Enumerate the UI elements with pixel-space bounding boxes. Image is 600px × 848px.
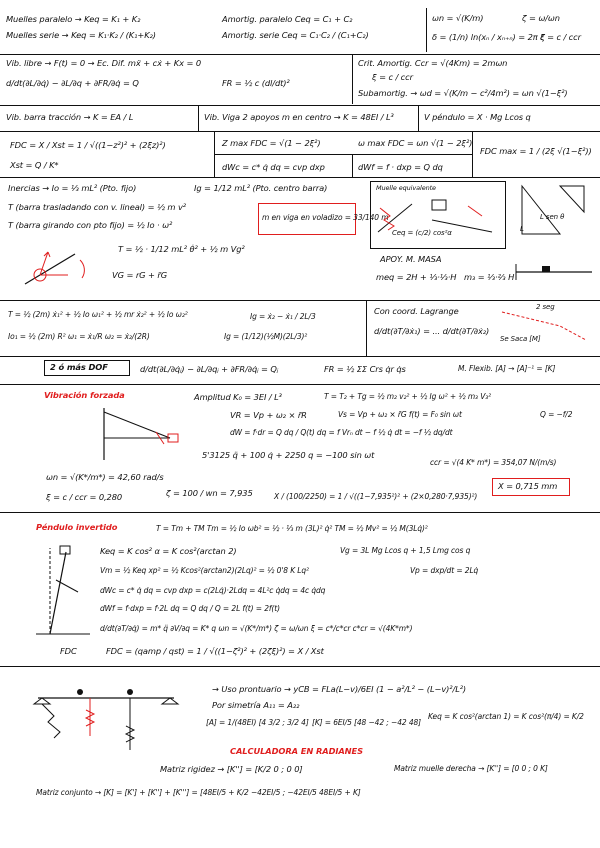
t-translation: T (barra trasladando con v. lineal) = ½ m v² xyxy=(8,202,186,212)
inverted-pendulum-title: Péndulo invertido xyxy=(36,522,118,532)
global-matrix: Matriz conjunto → [K] = [K'] + [K''] + [K'''] = [48EI/5 + K/2 −42EI/5 ; −42EI/5 48EI/5 + K] xyxy=(36,788,361,797)
fdc-pendulum: FDC = (qamp / qst) = 1 / √((1−ζ²)² + (2ζξ)²) = X / Xst xyxy=(106,646,324,656)
fdc-label: FDC xyxy=(60,646,77,656)
t-sum: T = ½ (2m) ẋ₁² + ½ Io ω₁² + ½ mr ẋ₂² + ½ Io ω₂² xyxy=(8,310,188,319)
m3: m₃ = ⅓·⅔ H xyxy=(464,272,515,282)
rayleigh-eq: FR = ½ c (dl/dt)² xyxy=(222,78,290,88)
use-prontuario: → Uso prontuario → yCB = FLa(L−v)/6EI (1 − a²/L² − (L−v)²/L²) xyxy=(212,684,467,694)
divider xyxy=(0,54,600,55)
xi-value: ξ = c / ccr = 0,280 xyxy=(46,492,123,502)
ccr-value: ccr = √(4 K* m*) = 354,07 N/(m/s) xyxy=(430,458,557,467)
keq-beam: Keq = K cos²(arctan 1) = K cos²(π/4) = K/2 xyxy=(428,712,584,721)
apoyo-masa: APOY. M. MASA xyxy=(380,254,442,264)
inertia-center: Ig = 1/12 mL² (Pto. centro barra) xyxy=(194,183,328,193)
t-general: T = ½ · 1/12 mL² θ̇² + ½ m Vg² xyxy=(118,244,245,254)
beam-masses-figure xyxy=(512,252,596,292)
ceq-cos: Ceq = (c/2) cos²α xyxy=(392,229,452,237)
lagrange-eq: d/dt(∂L/∂q̇) − ∂L/∂q + ∂FR/∂q̇ = Q xyxy=(6,78,139,88)
t-rotation: T (barra girando con pto fijo) = ½ Io · ω² xyxy=(8,220,173,230)
eq-motion: 5'3125 q̈ + 100 q̇ + 2250 q = −100 sin ωt xyxy=(202,450,375,460)
v-r: VR = Vp + ω₂ × r̄R xyxy=(230,410,307,420)
w-max: ω max FDC = ωn √(1 − 2ξ²) xyxy=(358,138,473,148)
x-result: X = 0,715 mm xyxy=(498,481,558,491)
divider xyxy=(472,131,473,177)
lagrange-coords-title: Con coord. Lagrange xyxy=(374,306,459,316)
springs-parallel: Muelles paralelo → Keq = K₁ + K₂ xyxy=(6,14,141,24)
zeta-value: ζ = 100 / wn = 7,935 xyxy=(166,488,253,498)
pendulum-potential: V péndulo = X · Mg Lcos q xyxy=(424,112,531,122)
traction-bar: Vib. barra tracción → K = EA / L xyxy=(6,112,134,122)
zeta-def: ζ = ω/ωn xyxy=(522,13,560,23)
dwf-formula: dWf = f · dxp = Q dq xyxy=(358,162,443,172)
delta-def: δ = (1/n) ln(xₙ / xₙ₊ₙ) = 2π ζ xyxy=(432,32,545,42)
q-expr: Q = −f/2 xyxy=(540,410,573,419)
dwc-formula: dWc = c* q̇ dq = cvp dxp xyxy=(222,162,325,172)
slope-figure xyxy=(500,308,590,344)
dwf-pendulum: dWf = f·dxp = f·2L dq = Q dq / Q = 2L f(t) = 2f(t) xyxy=(100,604,280,613)
divider xyxy=(0,512,600,513)
beam-springs-figure xyxy=(30,676,180,766)
forced-vibration-title: Vibración forzada xyxy=(44,390,125,400)
free-vibration: Vib. libre → F(t) = 0 → Ec. Dif. mẍ + cẋ + Kx = 0 xyxy=(6,58,202,68)
divider xyxy=(0,131,600,132)
divider xyxy=(0,177,600,178)
calculator-warning: CALCULADORA EN RADIANES xyxy=(230,746,363,756)
vg-pendulum: Vg = 3L Mg Lcos q + 1,5 Lmg cos q xyxy=(340,546,471,555)
flexibility-matrix: M. Flexib. [A] → [A]⁻¹ = [K] xyxy=(458,364,556,373)
subdamping: Subamortig. → ωd = √(K/m − c²/4m²) = ωn √(1−ξ²) xyxy=(358,88,568,98)
damp-parallel: Amortig. paralelo Ceq = C₁ + C₂ xyxy=(222,14,353,24)
wn-value: ωn = √(K*/m*) = 42,60 rad/s xyxy=(46,472,164,482)
x-expr: X / (100/2250) = 1 / √((1−7,935²)² + (2×0,280·7,935)²) xyxy=(274,492,478,501)
lagrange-coords-eq: d/dt(∂T/∂ẋ₁) = ... d/dt(∂T/∂ẋ₂) xyxy=(374,326,490,336)
rigidity-matrix: Matriz rigidez → [K''] = [K/2 0 ; 0 0] xyxy=(160,764,303,774)
lagrange-n: d/dt(∂L/∂q̇ⱼ) − ∂L/∂qⱼ + ∂FR/∂q̇ⱼ = Qⱼ xyxy=(140,364,279,374)
critical-damping: Crit. Amortig. Ccr = √(4Km) = 2mωn xyxy=(358,58,508,68)
fdc-max: FDC max = 1 / (2ξ √(1−ξ²)) xyxy=(480,146,592,156)
se-saca: Se Saca [M] xyxy=(500,335,541,343)
divider xyxy=(352,54,353,104)
divider xyxy=(418,105,419,131)
fr-n: FR = ½ ΣΣ Crs q̇r q̇s xyxy=(324,364,406,374)
frame-figure xyxy=(100,404,190,464)
dof-title: 2 ó más DOF xyxy=(50,362,108,372)
divider xyxy=(198,105,199,131)
inertia-cylinder: Io₁ = ½ (2m) R² ω₁ = ẋ₁/R ω₂ = ẋ₂/(2R) xyxy=(8,332,150,341)
inverted-pendulum-figure xyxy=(30,540,100,640)
omega-n: ωn = √(K/m) xyxy=(432,13,484,23)
ig-ratio: Ig = ẋ₂ − ẋ₁ / 2L/3 xyxy=(250,312,316,321)
k-matrix: [K] = 6EI/5 [48 −42 ; −42 48] xyxy=(312,718,421,727)
divider xyxy=(352,154,353,177)
v-s: Vs = Vp + ω₂ × r̄G f(t) = F₀ sin ωt xyxy=(338,410,462,419)
divider xyxy=(0,105,600,106)
right-spring-matrix: Matriz muelle derecha → [K''] = [0 0 ; 0 K] xyxy=(394,764,548,773)
inertia-fixed: Inercias → Io = ⅓ mL² (Pto. fijo) xyxy=(8,183,137,193)
triangle-label-l: L xyxy=(520,225,524,233)
equiv-title: Muelle equivalente xyxy=(376,184,436,192)
seg-label: 2 seg xyxy=(536,303,555,311)
divider xyxy=(0,384,600,385)
triangle-figure xyxy=(514,180,594,242)
xst-formula: Xst = Q / K* xyxy=(10,160,59,170)
z-max: Z max FDC = √(1 − 2ξ²) xyxy=(222,138,321,148)
divider xyxy=(214,154,472,155)
amplitude: Amplitud K₀ = 3EI / L³ xyxy=(194,392,282,402)
t-pendulum: T = Tm + TM Tm = ½ Io ωb² = ½ · ⅓ m (3L)² q̇² TM = ½ Mv² = ½ M(3Lq̇)² xyxy=(156,524,428,533)
dwc-pendulum: dWc = c* q̇ dq = cvp dxp = c(2Lq̇)·2Ldq = 4L²c q̇dq = 4c q̇dq xyxy=(100,586,326,595)
work-forced: dW = f·dr = Q dq / Q(t) dq = f Vrₙ dt − f ½ q̇ dt = −f ½ dq/dt xyxy=(230,428,453,437)
divider xyxy=(0,666,600,667)
fdc-formula: FDC = X / Xst = 1 / √((1−z²)² + (2ξz)²) xyxy=(10,140,166,150)
triangle-label-sin: L sen θ xyxy=(540,213,565,221)
vm-pendulum: Vm = ½ Keq xp² = ½ Kcos²(arctan2)(2Lq)² = ½ 0'8 K Lq² xyxy=(100,566,309,575)
symmetry: Por simetría A₁₁ = A₂₂ xyxy=(212,700,300,710)
keq-pendulum: Keq = K cos² α = K cos²(arctan 2) xyxy=(100,546,237,556)
xi-def: ξ = c / ccr xyxy=(540,32,581,42)
lagrange-pendulum: d/dt(∂T/∂q̇) = m* q̈ ∂V/∂q = K* q ωn = √(K*/m*) ζ = ω/ωn ξ = c*/c*cr c*cr = √(4K*m*) xyxy=(100,624,413,633)
ig-expr: Ig = (1/12)(½M)(2L/3)² xyxy=(224,332,308,341)
divider xyxy=(0,300,600,301)
beam-stiffness: Vib. Viga 2 apoyos m en centro → K = 48EI / L³ xyxy=(204,112,394,122)
t-forced: T = T₂ + Tg = ½ m₂ v₂² + ½ Ig ω² + ½ m₃ V₃² xyxy=(324,392,492,401)
springs-series: Muelles serie → Keq = K₁·K₂ / (K₁+K₂) xyxy=(6,30,156,40)
divider xyxy=(366,300,367,356)
vg-formula: VG = rG + r̃G xyxy=(112,270,168,280)
divider xyxy=(0,356,600,357)
xi-ratio: ξ = c / ccr xyxy=(372,72,413,82)
vp-pendulum: Vp = dxp/dt = 2Lq̇ xyxy=(410,566,479,575)
a-matrix: [A] = 1/(48EI) [4 3/2 ; 3/2 4] xyxy=(206,718,309,727)
m-eq: meq = 2H + ⅓·⅓·H xyxy=(376,272,457,282)
rotating-bar-figure xyxy=(20,238,120,293)
divider xyxy=(426,8,427,52)
cantilever-mass: m en viga en voladizo = 33/140 m xyxy=(262,213,389,222)
damp-series: Amortig. serie Ceq = C₁·C₂ / (C₁+C₂) xyxy=(222,30,369,40)
